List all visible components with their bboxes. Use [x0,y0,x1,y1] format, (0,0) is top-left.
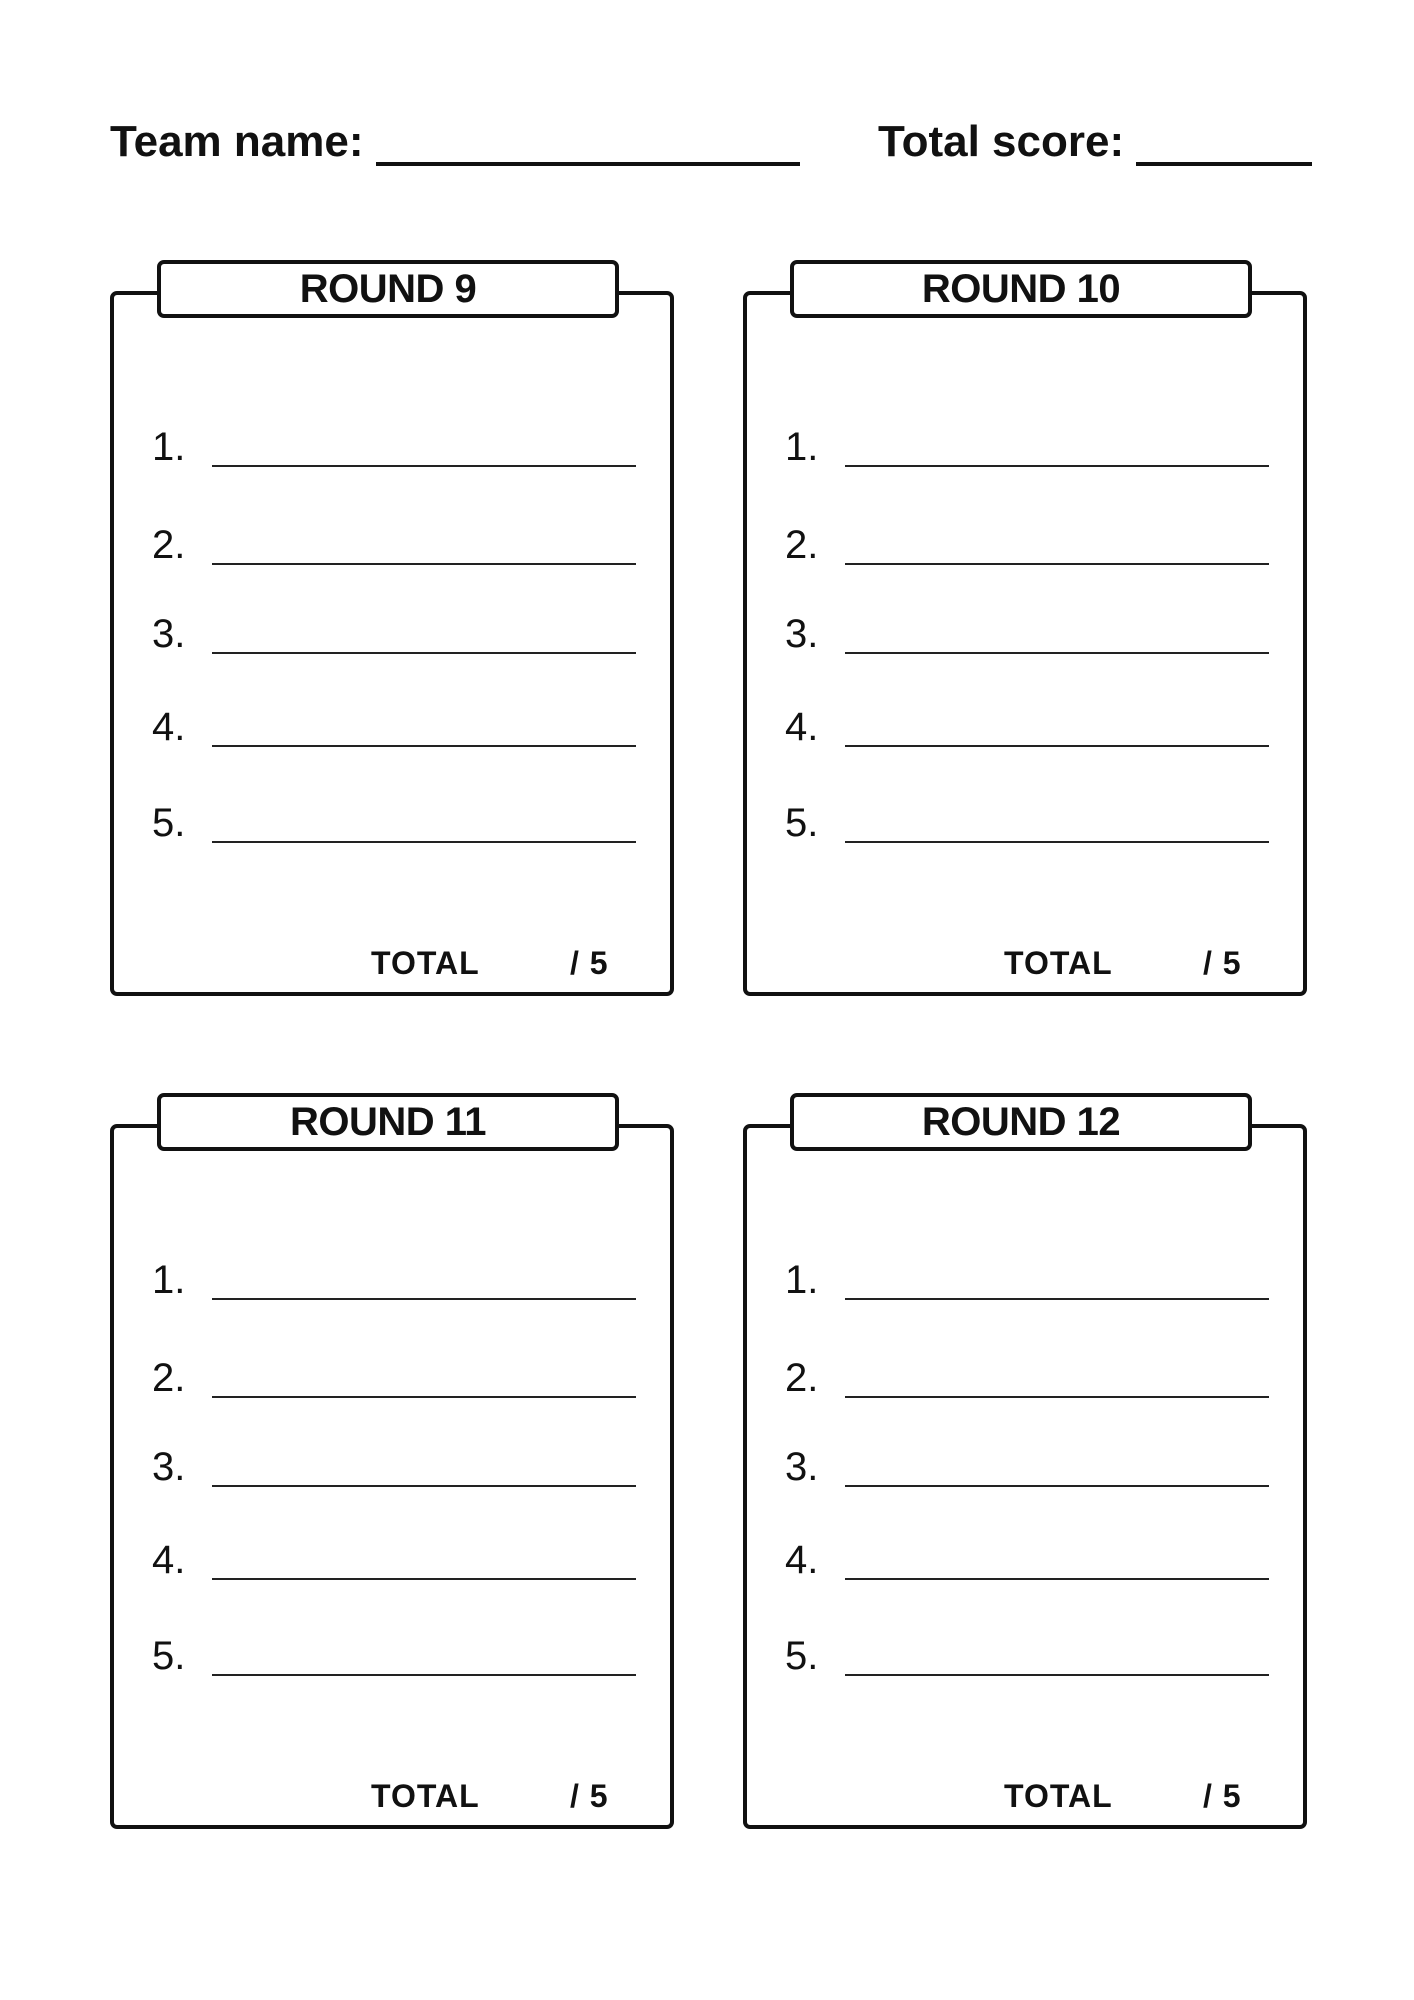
answer-number: 3. [785,612,819,656]
answer-row-1 [152,1256,632,1304]
answer-blank[interactable] [212,745,636,747]
answer-number: 1. [152,1258,186,1302]
answer-number: 5. [785,801,819,845]
answer-row-5 [785,799,1265,847]
answer-number: 4. [152,1538,186,1582]
round-total-label: TOTAL [1004,945,1113,981]
answer-row-2 [785,521,1265,569]
round-card-body [743,1124,1307,1829]
answer-blank[interactable] [845,841,1269,843]
round-card-body [743,291,1307,996]
answer-row-3 [152,1443,632,1491]
round-card-10 [743,260,1307,996]
answer-blank[interactable] [845,1674,1269,1676]
answer-blank[interactable] [212,841,636,843]
answer-number: 4. [785,1538,819,1582]
answer-number: 5. [785,1634,819,1678]
answer-number: 5. [152,801,186,845]
answer-row-3 [785,610,1265,658]
answer-number: 2. [785,1356,819,1400]
round-total-label: TOTAL [371,945,480,981]
answer-number: 1. [785,1258,819,1302]
answer-row-4 [152,1536,632,1584]
round-card-body [110,291,674,996]
total-score-label: Total score: [878,117,1125,166]
round-card-12 [743,1093,1307,1829]
round-card-body [110,1124,674,1829]
answer-blank[interactable] [845,745,1269,747]
round-total-label: TOTAL [371,1778,480,1814]
answer-number: 1. [152,425,186,469]
answer-blank[interactable] [845,465,1269,467]
answer-row-3 [152,610,632,658]
round-total-out-of[interactable]: / 5 [1203,1778,1242,1814]
round-card-11 [110,1093,674,1829]
answer-blank[interactable] [212,1674,636,1676]
round-total-out-of[interactable]: / 5 [1203,945,1242,981]
answer-row-3 [785,1443,1265,1491]
answer-number: 3. [785,1445,819,1489]
answer-number: 2. [152,1356,186,1400]
total-score-field [878,112,1312,172]
answer-number: 3. [152,612,186,656]
answer-blank[interactable] [212,1298,636,1300]
answer-number: 1. [785,425,819,469]
answer-row-2 [785,1354,1265,1402]
answer-blank[interactable] [845,1578,1269,1580]
answer-blank[interactable] [845,1485,1269,1487]
team-name-field [110,112,800,172]
answer-row-4 [152,703,632,751]
answer-blank[interactable] [212,563,636,565]
answer-number: 2. [785,523,819,567]
answer-row-5 [785,1632,1265,1680]
answer-row-2 [152,1354,632,1402]
answer-number: 3. [152,1445,186,1489]
answer-number: 4. [152,705,186,749]
answer-row-4 [785,703,1265,751]
answer-row-2 [152,521,632,569]
answer-number: 5. [152,1634,186,1678]
round-title: ROUND 12 [790,1093,1252,1151]
answer-row-5 [152,799,632,847]
round-total-out-of[interactable]: / 5 [570,1778,609,1814]
answer-blank[interactable] [212,1396,636,1398]
team-name-blank[interactable] [376,112,800,166]
answer-row-5 [152,1632,632,1680]
team-name-label: Team name: [110,117,364,166]
round-card-9 [110,260,674,996]
round-title: ROUND 10 [790,260,1252,318]
answer-blank[interactable] [212,1485,636,1487]
round-total-label: TOTAL [1004,1778,1113,1814]
answer-row-4 [785,1536,1265,1584]
answer-blank[interactable] [845,563,1269,565]
answer-number: 2. [152,523,186,567]
answer-blank[interactable] [212,1578,636,1580]
answer-row-1 [152,423,632,471]
answer-blank[interactable] [845,1396,1269,1398]
sheet-header [0,112,1414,172]
answer-blank[interactable] [845,652,1269,654]
answer-blank[interactable] [212,652,636,654]
round-total-out-of[interactable]: / 5 [570,945,609,981]
answer-row-1 [785,1256,1265,1304]
answer-blank[interactable] [212,465,636,467]
round-title: ROUND 9 [157,260,619,318]
total-score-blank[interactable] [1136,112,1312,166]
answer-number: 4. [785,705,819,749]
answer-blank[interactable] [845,1298,1269,1300]
answer-row-1 [785,423,1265,471]
round-title: ROUND 11 [157,1093,619,1151]
